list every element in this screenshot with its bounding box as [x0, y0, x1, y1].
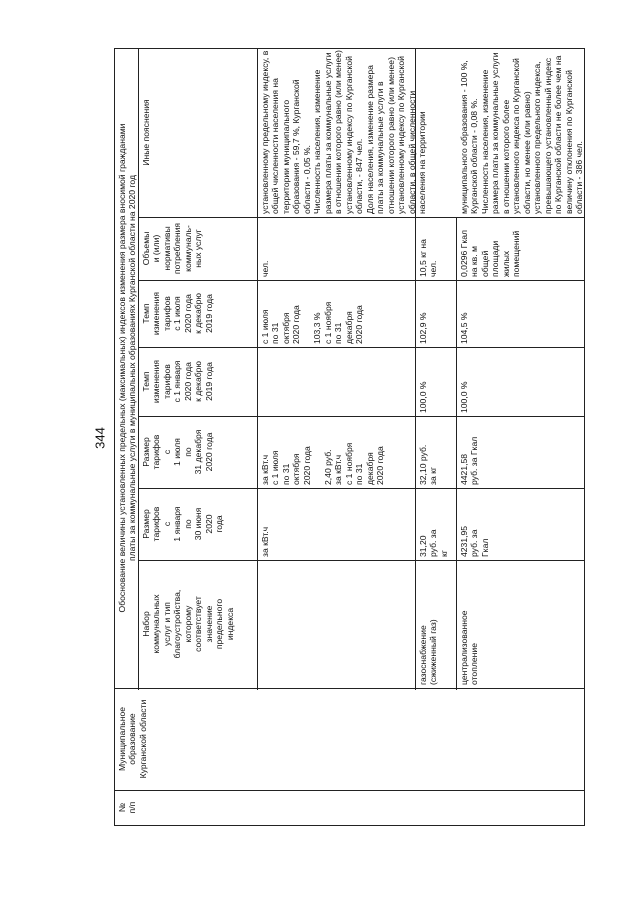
header-municipality-text: [117, 691, 148, 787]
text-line: значение: [203, 605, 214, 643]
text-line: 2020 года: [375, 446, 386, 485]
row-2-rate-jul-text: [418, 283, 428, 344]
table-border-bottom: [114, 825, 585, 826]
text-line: за кВт.ч: [333, 454, 344, 485]
text-line: (сжиженный газ): [428, 619, 439, 685]
row-1-rate-jul: [257, 280, 415, 347]
text-line: за кВт.ч: [260, 526, 270, 557]
row-3-volumes-text: [459, 220, 522, 277]
header-tariff-h2-text: [141, 419, 214, 485]
row-3-rate-jan: [456, 347, 584, 416]
header-services-text: [141, 563, 235, 685]
text-line: площади: [490, 240, 501, 277]
text-line: 4421,58: [459, 453, 469, 485]
row-2-rate-jan: [415, 347, 456, 416]
text-line: по 31: [354, 463, 365, 485]
text-line: изменения: [151, 359, 162, 404]
text-line: 31 декабря: [193, 429, 204, 475]
header-rate-jan-text: [141, 350, 214, 413]
row-1-tariff-h1: [257, 488, 415, 560]
header-notes-text: [141, 51, 151, 214]
divider-municipality: [114, 688, 585, 689]
text-line: по: [182, 519, 193, 529]
text-line: потребления: [172, 222, 183, 275]
text-line: коммуналь-: [182, 225, 193, 272]
text-line: предельного: [214, 598, 225, 650]
row-1-tariff-h2: [257, 416, 415, 488]
text-line: индекса: [224, 607, 235, 641]
text-line: Гкал: [479, 538, 490, 557]
header-notes: [138, 48, 257, 217]
text-line: 102,9 %: [418, 312, 428, 344]
text-line: 1 января: [172, 506, 183, 542]
header-tariff-h1-text: [141, 491, 225, 557]
divider-num: [114, 790, 585, 791]
text-line: с 1 июля: [270, 450, 281, 485]
row-2-tariff-h1-text: [418, 491, 449, 557]
header-rate-jan: [138, 347, 257, 416]
text-line: Набор: [141, 611, 151, 637]
row-3-tariff-h2: [456, 416, 584, 488]
row-2-volumes-text: [418, 220, 439, 277]
text-line: за кВт.ч: [260, 454, 270, 485]
text-line: жилых: [500, 250, 511, 277]
row-2-tariff-h1: [415, 488, 456, 560]
text-line: области, в общей численности: [406, 90, 417, 214]
text-line: образование: [127, 713, 138, 765]
row-3-tariff-h1-text: [459, 491, 490, 557]
text-line: платы за коммунальные услуги в муниципальных образованиях Курганской области на 2020 год: [127, 175, 138, 562]
text-line: области - 386 чел.: [574, 141, 585, 214]
text-line: с: [161, 449, 172, 455]
text-line: тарифов: [161, 364, 172, 399]
text-line: отопление: [469, 643, 480, 685]
text-line: с: [161, 521, 172, 527]
header-tariff-h2: [138, 416, 257, 488]
text-line: Темп: [141, 303, 151, 324]
text-line: величину отклонения по Курганской: [563, 70, 574, 214]
header-volumes: [138, 217, 257, 280]
text-line: и (или): [151, 234, 162, 263]
text-line: централизованное: [459, 610, 469, 685]
text-line: 2020 года: [182, 294, 193, 333]
text-line: Курганской области - 0,08 %.: [469, 98, 480, 214]
row-3-rate-jul: [456, 280, 584, 347]
text-line: Объемы: [141, 231, 151, 266]
header-municipality: [114, 688, 157, 790]
text-line: Обоснование величины установленных предельных (максимальных) индексов изменения размера вносимой гражданами: [117, 123, 127, 613]
row-3-rate-jan-text: [459, 350, 469, 413]
row-1-notes-text: [260, 51, 428, 214]
text-line: 100,0 %: [459, 381, 469, 413]
header-title: [114, 48, 138, 688]
text-line: по 31: [333, 322, 344, 344]
text-line: превышающего установленный индекс: [542, 57, 553, 214]
text-line: 10,5 кг на: [418, 239, 428, 277]
text-line: октября: [291, 453, 302, 485]
text-line: года: [214, 515, 225, 533]
text-line: 2,40 руб.: [322, 449, 333, 485]
text-line: 2020 года: [301, 446, 312, 485]
text-line: №: [117, 802, 127, 813]
text-line: образования - 59,7 %, Курганской: [291, 79, 302, 214]
row-3-services: [456, 560, 584, 688]
row-2-rate-jan-text: [418, 350, 428, 413]
text-line: Темп: [141, 371, 151, 392]
text-line: размера платы за коммунальные услуги: [322, 52, 333, 214]
text-line: размера платы за коммунальные услуги: [490, 52, 501, 214]
row-2-tariff-h2: [415, 416, 456, 488]
text-line: услуг и тип: [161, 602, 172, 646]
text-line: области, но менее (или равно): [521, 91, 532, 214]
text-line: общей численности населения на: [270, 78, 281, 214]
text-line: изменения: [151, 291, 162, 336]
text-line: ных услуг: [193, 229, 204, 268]
text-line: к декабрю: [193, 361, 204, 402]
text-line: установленного индекса по Курганской: [511, 58, 522, 214]
row-3-rate-jul-text: [459, 283, 469, 344]
text-line: Иные пояснения: [141, 99, 151, 166]
text-line: установленному индексу по Курганской: [396, 56, 407, 214]
text-line: по: [182, 447, 193, 457]
text-line: по 31: [280, 463, 291, 485]
text-line: Размер: [141, 437, 151, 467]
text-line: 1 июля: [172, 438, 183, 466]
text-line: в отношении которого равно (или менее): [333, 50, 344, 214]
text-line: которому: [182, 605, 193, 643]
text-line: тарифов: [151, 506, 162, 542]
text-line: тарифов: [161, 296, 172, 331]
text-line: декабря: [343, 311, 354, 344]
text-line: 103,3 %: [312, 312, 323, 344]
text-line: чел.: [260, 260, 270, 277]
row-1-tariff-h2-text: [260, 419, 386, 485]
text-line: 30 июня: [193, 507, 204, 541]
text-line: с 1 июля: [172, 296, 183, 331]
row-2-services: [415, 560, 456, 688]
row-2-rate-jul: [415, 280, 456, 347]
text-line: с 1 ноября: [322, 301, 333, 344]
row-3-volumes: [456, 217, 584, 280]
row-1-notes: [257, 48, 428, 217]
text-line: муниципального образования - 100 %,: [459, 60, 469, 214]
text-line: [312, 419, 322, 485]
text-line: Численность населения, изменение: [479, 69, 490, 214]
text-line: с 1 ноября: [343, 442, 354, 485]
header-rate-jul-text: [141, 283, 214, 344]
text-line: декабря: [364, 452, 375, 485]
text-line: с 1 января: [172, 360, 183, 403]
row-3-services-text: [459, 563, 480, 685]
text-line: по 31: [270, 322, 281, 344]
row-3-notes-text: [459, 51, 585, 214]
text-line: соответствует: [193, 596, 204, 652]
row-3-notes: [456, 48, 584, 217]
text-line: населения на территории: [417, 111, 428, 214]
text-line: п/п: [127, 801, 138, 814]
text-line: благоустройства,: [172, 589, 183, 659]
text-line: 2020 года: [354, 305, 365, 344]
text-line: 2019 года: [203, 362, 214, 401]
text-line: отношении которого равно (или менее): [385, 57, 396, 214]
header-services: [138, 560, 257, 688]
row-1-rate-jul-text: [260, 283, 365, 344]
row-2-tariff-h2-text: [418, 419, 439, 485]
text-line: установленного предельного индекса,: [532, 61, 543, 214]
text-line: 0,0296 Гкал: [459, 229, 469, 277]
header-rate-jul: [138, 280, 257, 347]
row-1-volumes: [257, 217, 415, 280]
text-line: на кв. м: [469, 246, 480, 277]
text-line: установленному индексу по Курганской: [343, 56, 354, 214]
header-volumes-text: [141, 220, 204, 277]
text-line: коммунальных: [151, 594, 162, 654]
text-line: платы за коммунальные услуги в: [375, 81, 386, 214]
text-line: по Курганской области не более чем на: [553, 55, 564, 214]
text-line: Курганской области: [137, 699, 148, 779]
text-line: 2020 года: [203, 432, 214, 472]
row-1-tariff-h1-text: [260, 491, 270, 557]
text-line: области, - 847 чел.: [354, 138, 365, 214]
text-line: за кг: [428, 466, 439, 485]
text-line: 2020 года: [291, 305, 302, 344]
row-3-tariff-h1: [456, 488, 584, 560]
text-line: Размер: [141, 509, 151, 539]
text-line: 104,5 %: [459, 312, 469, 344]
text-line: области - 0,05 %.: [301, 145, 312, 214]
text-line: газоснабжение: [418, 625, 428, 685]
text-line: с 1 июля: [260, 309, 270, 344]
header-tariff-h1: [138, 488, 257, 560]
text-line: 4231,95: [459, 525, 469, 557]
text-line: руб. за: [428, 529, 439, 557]
text-line: 2020: [203, 514, 214, 534]
text-line: [302, 283, 312, 344]
header-num-text: [117, 793, 138, 822]
text-line: Доля населения, изменение размера: [364, 65, 375, 214]
text-line: кг: [438, 550, 449, 557]
text-line: 31,20: [418, 535, 428, 557]
text-line: руб. за Гкал: [469, 436, 480, 485]
header-num: [114, 790, 138, 825]
text-line: Муниципальное: [117, 706, 127, 772]
text-line: в отношении которого более: [500, 99, 511, 214]
text-line: установленному предельному индексу, в: [260, 50, 270, 214]
text-line: руб. за: [469, 529, 480, 557]
text-line: 32,10 руб.: [418, 444, 428, 485]
text-line: нормативы: [161, 226, 172, 271]
text-line: территории муниципального: [280, 99, 291, 214]
text-line: октября: [280, 312, 291, 344]
text-line: помещений: [511, 230, 522, 277]
text-line: чел.: [428, 260, 439, 277]
text-line: 100,0 %: [418, 381, 428, 413]
text-line: общей: [479, 250, 490, 277]
row-2-services-text: [418, 563, 439, 685]
text-line: 2020 года: [182, 362, 193, 401]
text-line: к декабрю: [193, 293, 204, 334]
page-number-text: 344: [92, 427, 108, 449]
text-line: тарифов: [151, 434, 162, 470]
row-1-volumes-text: [260, 220, 270, 277]
text-line: 2019 года: [203, 294, 214, 333]
text-line: Численность населения, изменение: [312, 69, 323, 214]
header-title-text: [117, 51, 138, 685]
row-2-volumes: [415, 217, 456, 280]
row-3-tariff-h2-text: [459, 419, 480, 485]
